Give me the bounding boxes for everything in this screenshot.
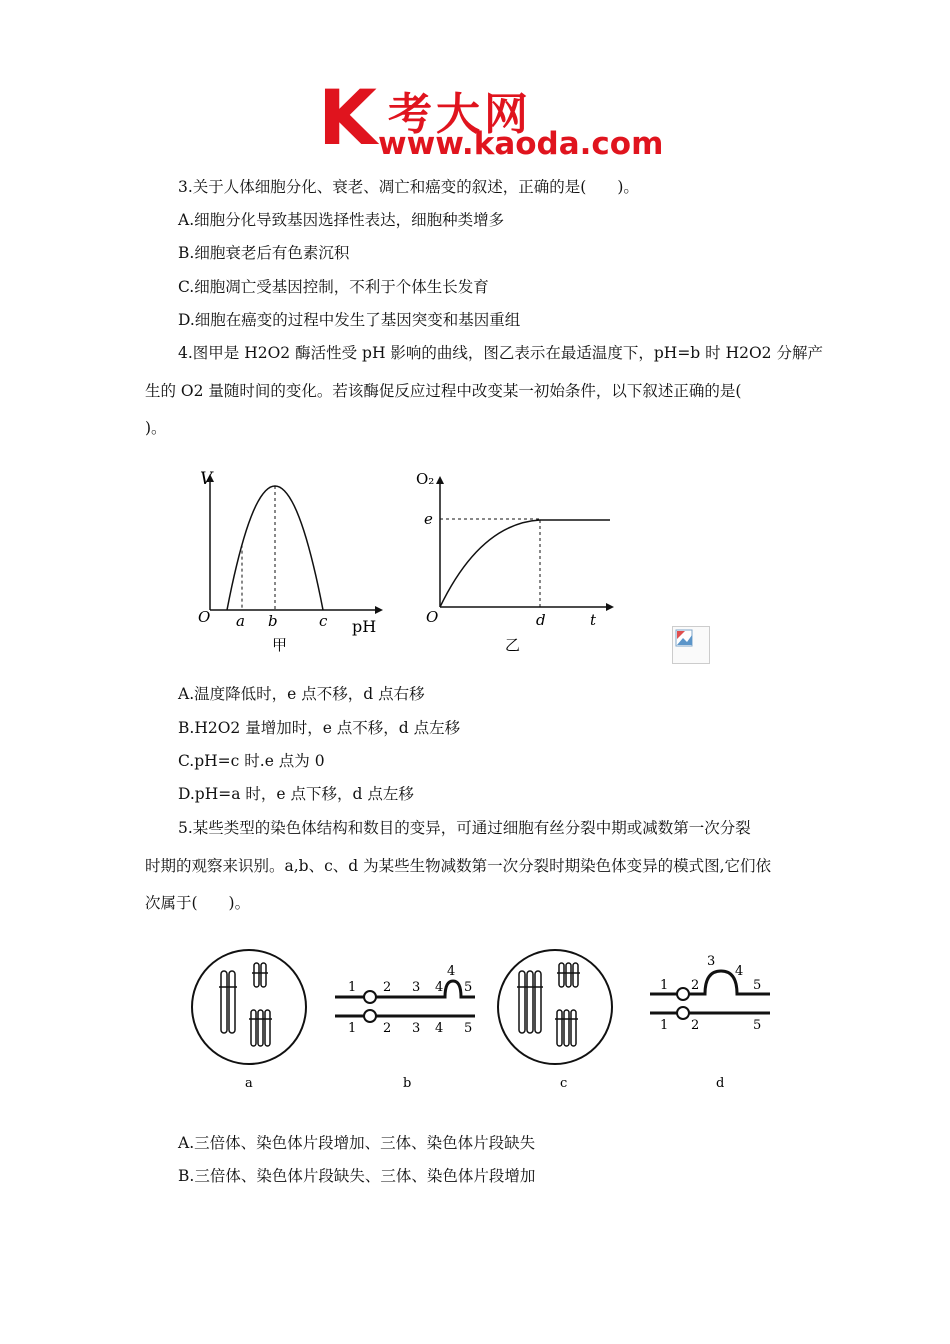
yi-tick-e: e	[424, 510, 433, 528]
yi-x-arrow	[606, 603, 614, 611]
yi-title: 乙	[505, 636, 521, 654]
q3-option-b: B.细胞衰老后有色素沉积	[178, 244, 350, 262]
chart-jia	[190, 460, 390, 660]
yi-tick-d: d	[536, 611, 546, 629]
logo-url: www.kaoda.com	[378, 126, 664, 162]
jia-xlabel: pH	[352, 617, 377, 636]
q5-stem-line-1: 5.某些类型的染色体结构和数目的变异，可通过细胞有丝分裂中期或减数第一次分裂	[178, 819, 751, 837]
b-bottom-3: 3	[412, 1021, 421, 1036]
logo-name: 考大网	[388, 89, 532, 140]
q4-option-a: A.温度降低时，e 点不移，d 点右移	[178, 685, 425, 703]
b-top-4b: 4	[447, 964, 456, 979]
b-bottom-5: 5	[464, 1021, 473, 1036]
cell-a	[192, 950, 306, 1064]
d-top-5: 5	[753, 978, 762, 993]
jia-origin: O	[198, 608, 211, 626]
q4-stem-line-3: )。	[145, 419, 167, 437]
d-bottom-1: 1	[660, 1018, 669, 1033]
q5-option-a: A.三倍体、染色体片段增加、三体、染色体片段缺失	[178, 1134, 536, 1152]
cell-c	[498, 950, 612, 1064]
b-top-4a: 4	[435, 980, 444, 995]
jia-tick-b: b	[268, 612, 278, 630]
yi-xlabel: t	[590, 611, 597, 629]
q3-option-a: A.细胞分化导致基因选择性表达，细胞种类增多	[178, 211, 505, 229]
b-bottom-2: 2	[383, 1021, 392, 1036]
yi-ylabel: O₂	[416, 470, 435, 488]
d-bottom-5: 5	[753, 1018, 762, 1033]
q4-option-b: B.H2O2 量增加时，e 点不移，d 点左移	[178, 719, 461, 737]
q3-stem: 3.关于人体细胞分化、衰老、凋亡和癌变的叙述，正确的是( )。	[178, 178, 639, 196]
label-d: d	[716, 1076, 725, 1091]
q4-option-d: D.pH=a 时，e 点下移，d 点左移	[178, 785, 414, 803]
q4-stem-line-1: 4.图甲是 H2O2 酶活性受 pH 影响的曲线，图乙表示在最适温度下，pH=b 时 H2O2 分解产	[178, 344, 823, 362]
q5-option-b: B.三倍体、染色体片段缺失、三体、染色体片段增加	[178, 1167, 536, 1185]
jia-tick-a: a	[236, 612, 245, 630]
d-top-3: 3	[707, 954, 716, 969]
label-a: a	[245, 1076, 253, 1091]
yi-curve	[440, 520, 610, 607]
jia-x-arrow	[375, 606, 383, 614]
b-top-1: 1	[348, 980, 357, 995]
yi-origin: O	[426, 608, 439, 626]
d-top-1: 1	[660, 978, 669, 993]
jia-ylabel: V	[200, 469, 213, 489]
q3-option-d: D.细胞在癌变的过程中发生了基因突变和基因重组	[178, 311, 521, 329]
jia-title: 甲	[272, 636, 288, 654]
b-bottom-4: 4	[435, 1021, 444, 1036]
jia-tick-c: c	[319, 612, 328, 630]
broken-image-glyph	[675, 629, 695, 649]
cell-a-chromosomes	[221, 963, 270, 1046]
d-top-2: 2	[691, 978, 700, 993]
broken-image-icon	[672, 626, 710, 664]
q5-stem-line-3: 次属于( )。	[145, 894, 251, 912]
b-top-5: 5	[464, 980, 473, 995]
q4-option-c: C.pH=c 时.e 点为 0	[178, 752, 325, 770]
cell-c-chromosomes	[519, 963, 578, 1046]
d-top-4: 4	[735, 964, 744, 979]
b-bottom-1: 1	[348, 1021, 357, 1036]
d-bottom-2: 2	[691, 1018, 700, 1033]
logo-mark: K	[318, 73, 377, 162]
kaoda-logo	[318, 73, 664, 162]
label-c: c	[560, 1076, 568, 1091]
yi-y-arrow	[436, 476, 444, 484]
q5-stem-line-2: 时期的观察来识别。a,b、c、d 为某些生物减数第一次分裂时期染色体变异的模式图,它们依	[145, 857, 772, 875]
q4-stem-line-2: 生的 O2 量随时间的变化。若该酶促反应过程中改变某一初始条件，以下叙述正确的是(	[145, 382, 742, 400]
chart-yi	[410, 460, 620, 660]
q3-option-c: C.细胞凋亡受基因控制，不利于个体生长发育	[178, 278, 489, 296]
b-top-2: 2	[383, 980, 392, 995]
label-b: b	[403, 1076, 412, 1091]
b-top-3: 3	[412, 980, 421, 995]
chromosome-figure	[185, 935, 785, 1095]
